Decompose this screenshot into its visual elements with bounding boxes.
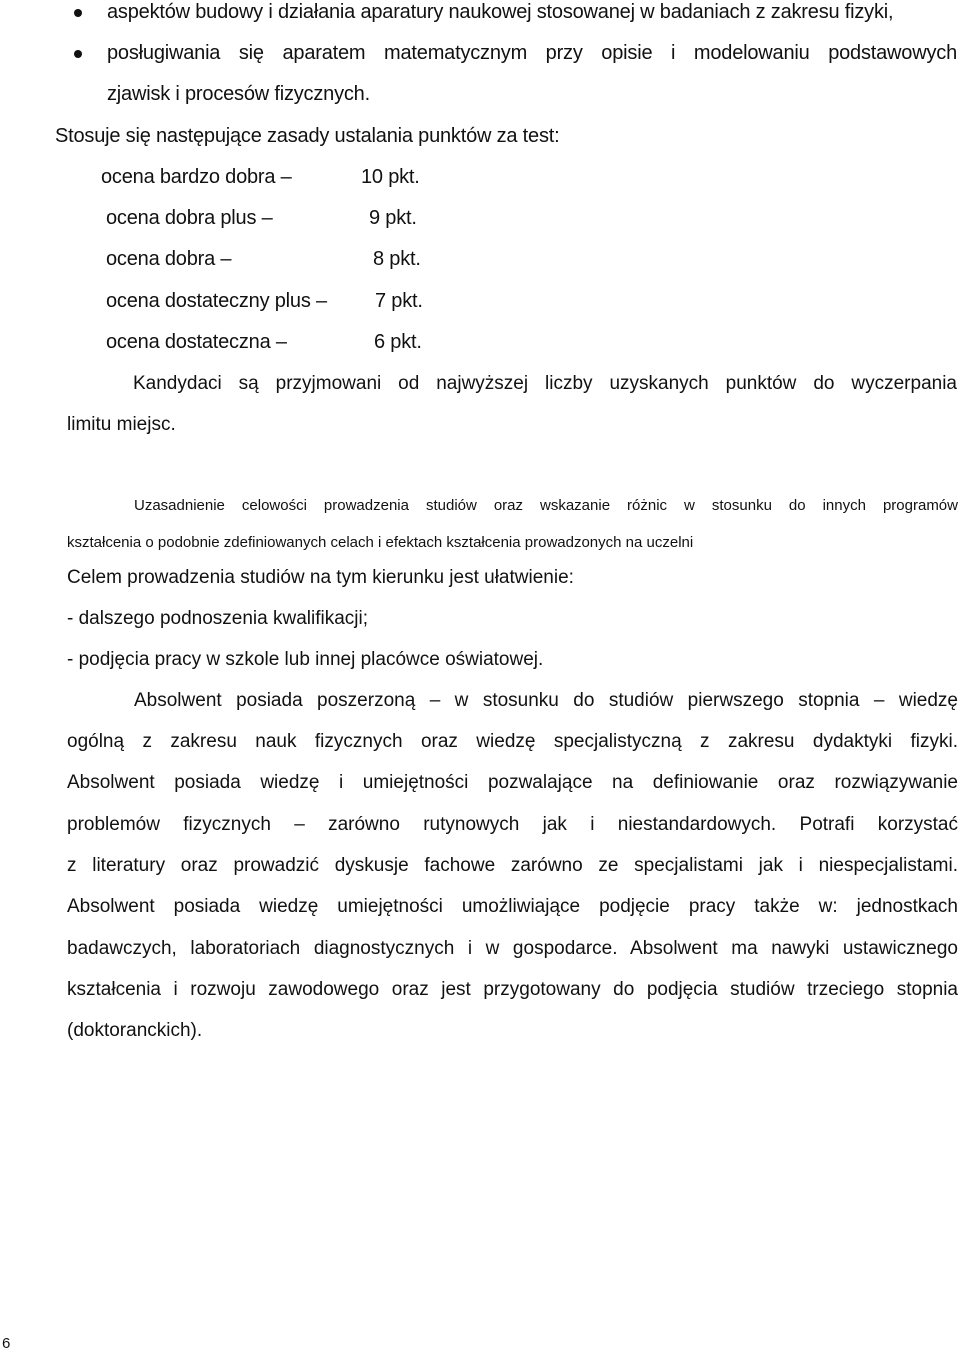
scoring-grade-2: ocena dobra plus –: [106, 207, 273, 229]
scoring-grade-4: ocena dostateczny plus –: [106, 290, 327, 312]
graduate-line-2: ogólną z zakresu nauk fizycznych oraz wiedzę specjalistyczną z zakresu dydaktyki fizyki.: [67, 731, 958, 752]
scoring-grade-1: ocena bardzo dobra –: [101, 166, 292, 188]
scoring-points-3: 8 pkt.: [373, 248, 421, 270]
graduate-line-3: Absolwent posiada wiedzę i umiejętności pozwalające na definiowanie oraz rozwiązywanie: [67, 772, 958, 793]
graduate-line-1: Absolwent posiada poszerzoną – w stosunku do studiów pierwszego stopnia – wiedzę: [134, 690, 958, 711]
bullet-item-2-continuation: zjawisk i procesów fizycznych.: [107, 83, 370, 105]
bullet-item-1: aspektów budowy i działania aparatury naukowej stosowanej w badaniach z zakresu fizyki,: [107, 1, 894, 23]
admission-rule: Kandydaci są przyjmowani od najwyższej liczby uzyskanych punktów do wyczerpania: [133, 373, 957, 394]
goal-item-1: - dalszego podnoszenia kwalifikacji;: [67, 608, 368, 629]
justification-heading: Uzasadnienie celowości prowadzenia studiów oraz wskazanie różnic w stosunku do innych programów: [134, 497, 958, 514]
graduate-line-6: Absolwent posiada wiedzę umiejętności umożliwiające podjęcie pracy także w: jednostkach: [67, 896, 958, 917]
bullet-dot-1: [74, 9, 82, 17]
goal-intro: Celem prowadzenia studiów na tym kierunku jest ułatwienie:: [67, 567, 574, 588]
bullet-dot-2: [74, 50, 82, 58]
graduate-line-7: badawczych, laboratoriach diagnostycznych i w gospodarce. Absolwent ma nawyki ustawicznego: [67, 938, 958, 959]
graduate-line-4: problemów fizycznych – zarówno rutynowych jak i niestandardowych. Potrafi korzystać: [67, 814, 958, 835]
graduate-line-8: kształcenia i rozwoju zawodowego oraz jest przygotowany do podjęcia studiów trzeciego stopnia: [67, 979, 958, 1000]
scoring-points-4: 7 pkt.: [375, 290, 423, 312]
justification-heading-end: kształcenia o podobnie zdefiniowanych celach i efektach kształcenia prowadzonych na uczelni: [67, 534, 694, 551]
scoring-points-5: 6 pkt.: [374, 331, 422, 353]
scoring-grade-5: ocena dostateczna –: [106, 331, 287, 353]
graduate-line-5: z literatury oraz prowadzić dyskusje fachowe zarówno ze specjalistami jak i niespecjalistami.: [67, 855, 958, 876]
scoring-points-2: 9 pkt.: [369, 207, 417, 229]
scoring-grade-3: ocena dobra –: [106, 248, 232, 270]
bullet-item-2: posługiwania się aparatem matematycznym przy opisie i modelowaniu podstawowych: [107, 42, 957, 64]
scoring-points-1: 10 pkt.: [361, 166, 420, 188]
admission-rule-end: limitu miejsc.: [67, 414, 176, 435]
scoring-intro: Stosuje się następujące zasady ustalania punktów za test:: [55, 125, 560, 147]
goal-item-2: - podjęcia pracy w szkole lub innej placówce oświatowej.: [67, 649, 544, 670]
page-number: 6: [2, 1335, 11, 1352]
graduate-line-9: (doktoranckich).: [67, 1020, 203, 1041]
